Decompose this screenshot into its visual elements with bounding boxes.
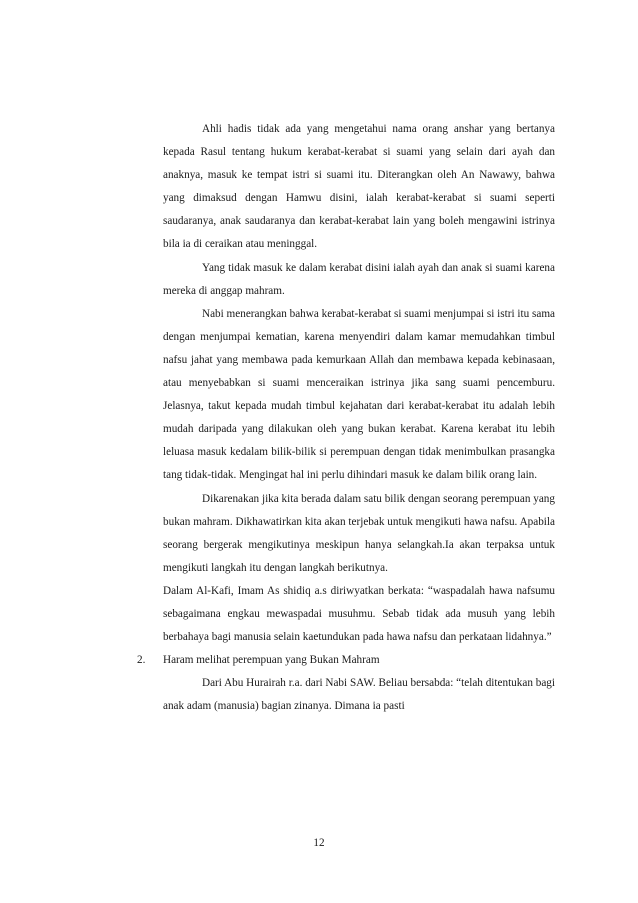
page-number: 12 (313, 837, 325, 849)
paragraph-nabi-menerangkan: Nabi menerangkan bahwa kerabat-kerabat si suami menjumpai si istri itu sama dengan menjumpai kematian, karena menyendiri dalam kamar memudahkan timbul nafsu jahat yang membawa pada kemurkaan Allah dan membawa kepada kebinasaan, atau menyebabkan si suami menceraikan istrinya jika sang suami pencemburu. Jelasnya, takut kepada mudah timbul kejahatan dari kerabat-kerabat itu adalah lebih mudah daripada yang dilakukan oleh yang bukan kerabat. Karena kerabat itu lebih leluasa masuk kedalam bilik-bilik si perempuan dengan tidak menimbulkan prasangka tang tidak-tidak. Mengingat hal ini perlu dihindari masuk ke dalam bilik orang lain. (163, 307, 555, 482)
page-content (137, 118, 555, 718)
list-item-2 (137, 649, 555, 672)
paragraph-yang-tidak-masuk: Yang tidak masuk ke dalam kerabat disini ialah ayah dan anak si suami karena mereka di anggap mahram. (163, 261, 555, 297)
paragraph-ahli-hadis: Ahli hadis tidak ada yang mengetahui nama orang anshar yang bertanya kepada Rasul tentang hukum kerabat-kerabat si suami yang selain dari ayah dan anaknya, masuk ke tempat istri si suami itu. Diterangkan oleh An Nawawy, bahwa yang dimaksud dengan Hamwu disini, ialah kerabat-kerabat si suami seperti saudaranya, anak saudaranya dan kerabat-kerabat lain yang boleh mengawini istrinya bila ia di ceraikan atau meninggal. (163, 123, 555, 251)
list-number: 2. (137, 654, 146, 667)
list-heading: Haram melihat perempuan yang Bukan Mahram (163, 654, 380, 667)
paragraph-abu-hurairah: Dari Abu Hurairah r.a. dari Nabi SAW. Beliau bersabda: “telah ditentukan bagi anak adam (manusia) bagian zinanya. Dimana ia pasti (163, 677, 555, 713)
paragraph-al-kafi: Dalam Al-Kafi, Imam As shidiq a.s diriwyatkan berkata: “waspadalah hawa nafsumu sebagaimana engkau mewaspadai musuhmu. Sebab tidak ada musuh yang lebih berbahaya bagi manusia selain kaetundukan pada hawa nafsu dan perkataan lidahnya.” (163, 584, 555, 644)
paragraph-dikarenakan: Dikarenakan jika kita berada dalam satu bilik dengan seorang perempuan yang bukan mahram. Dikhawatirkan kita akan terjebak untuk mengikuti hawa nafsu. Apabila seorang bergerak mengikutinya meskipun hanya selangkah.Ia akan terpaksa untuk mengikuti langkah itu dengan langkah berikutnya. (163, 492, 555, 574)
